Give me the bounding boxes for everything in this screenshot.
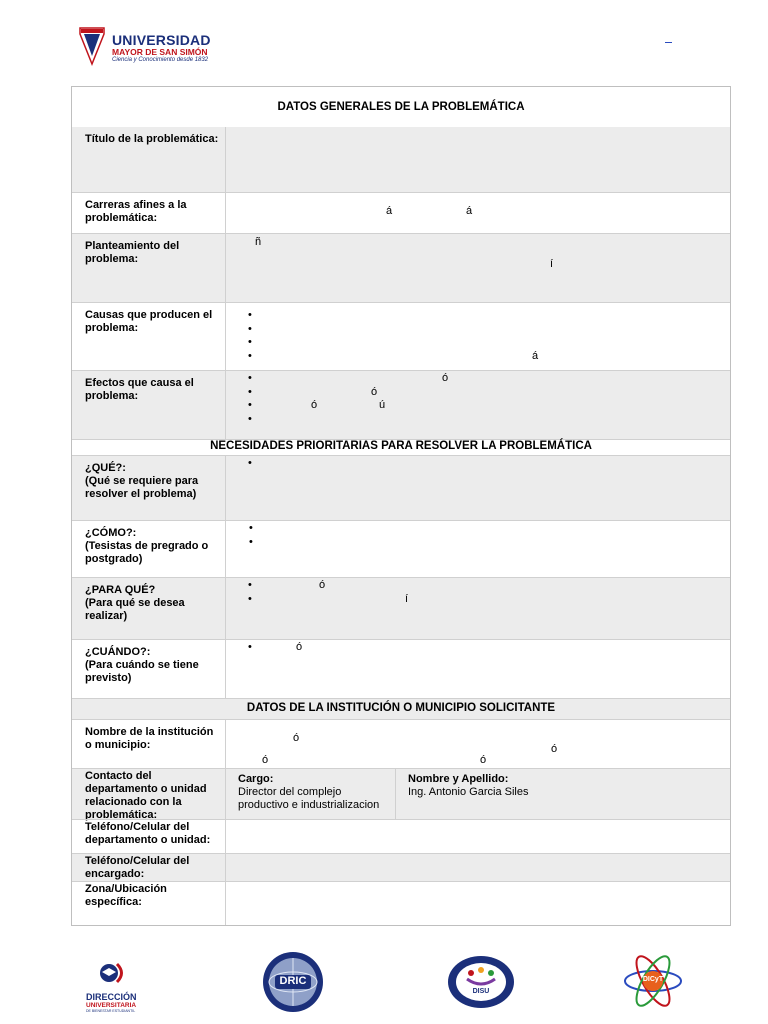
value-planteamiento[interactable]	[225, 234, 730, 302]
university-logo	[78, 26, 278, 70]
row-needs-title	[72, 439, 730, 455]
dbu-line1: DIRECCIÓN	[86, 992, 137, 1002]
disu-logo	[447, 955, 515, 1009]
section-title-needs: NECESIDADES PRIORITARIAS PARA RESOLVER LA PROBLEMÁTICA	[210, 440, 592, 452]
label-paraque-sub: (Para qué se desea realizar)	[85, 597, 185, 622]
row-tel-dep	[72, 819, 730, 853]
label-como	[72, 521, 225, 577]
header-dash	[665, 42, 672, 43]
row-titulo	[72, 127, 730, 192]
glyph: ó	[480, 754, 487, 766]
row-que	[72, 455, 730, 520]
glyph: ó	[311, 399, 318, 411]
row-causas	[72, 302, 730, 370]
label-tel-enc: Teléfono/Celular del encargado:	[85, 855, 190, 880]
glyph: í	[550, 258, 554, 270]
contact-cargo[interactable]	[226, 769, 396, 819]
university-crest-icon	[78, 26, 106, 66]
cargo-label: Cargo:	[238, 773, 274, 785]
row-como	[72, 520, 730, 577]
dbu-logo	[86, 960, 146, 1013]
label-titulo: Título de la problemática:	[85, 133, 219, 145]
glyph: ó	[262, 754, 269, 766]
problem-form	[71, 86, 731, 926]
dric-logo	[262, 951, 324, 1013]
disu-text: DISU	[472, 988, 490, 995]
glyph: á	[532, 349, 539, 362]
value-tel-dep[interactable]	[225, 820, 730, 853]
section-title-institution: DATOS DE LA INSTITUCIÓN O MUNICIPIO SOLICITANTE	[246, 702, 556, 714]
row-tel-enc	[72, 853, 730, 881]
value-cuando[interactable]	[225, 640, 730, 698]
university-name: UNIVERSIDAD	[112, 32, 211, 48]
label-paraque	[72, 578, 225, 639]
glyph: ó	[371, 385, 378, 398]
row-cuando	[72, 639, 730, 698]
label-que-title: ¿QUÉ?:	[85, 462, 126, 474]
value-zona[interactable]	[225, 882, 730, 925]
label-causas: Causas que producen el problema:	[85, 309, 213, 334]
row-contacto	[72, 768, 730, 819]
label-como-sub: (Tesistas de pregrado o postgrado)	[85, 540, 209, 565]
value-paraque[interactable]	[225, 578, 730, 639]
row-carreras	[72, 192, 730, 233]
dbu-emblem-icon	[86, 960, 146, 986]
section-title-general: DATOS GENERALES DE LA PROBLEMÁTICA	[277, 101, 525, 113]
value-carreras[interactable]	[225, 193, 730, 233]
value-efectos[interactable]	[225, 371, 730, 439]
glyph: á	[386, 205, 393, 217]
glyph: ó	[293, 732, 300, 744]
nombre-label: Nombre y Apellido:	[408, 773, 509, 785]
label-que	[72, 456, 225, 520]
dicyt-text: DICyT	[642, 976, 664, 983]
dicyt-logo	[623, 953, 683, 1009]
value-titulo[interactable]	[225, 127, 730, 192]
row-planteamiento	[72, 233, 730, 302]
dbu-line2: UNIVERSITARIA	[86, 1002, 137, 1009]
university-motto: Ciencia y Conocimiento desde 1832	[112, 57, 209, 63]
cargo-value: Director del complejo productivo e industrializacion	[238, 786, 380, 811]
label-cuando-title: ¿CUÁNDO?:	[85, 646, 151, 658]
glyph: í	[405, 592, 409, 605]
value-que[interactable]	[225, 456, 730, 520]
label-contacto: Contacto del departamento o unidad relacionado con la problemática:	[85, 770, 207, 821]
value-tel-enc[interactable]	[225, 854, 730, 881]
row-zona	[72, 881, 730, 925]
row-nombre-inst	[72, 719, 730, 768]
label-como-title: ¿CÓMO?:	[85, 527, 137, 539]
value-nombre-inst[interactable]	[225, 720, 730, 768]
label-cuando-sub: (Para cuándo se tiene previsto)	[85, 659, 199, 684]
glyph: ú	[379, 399, 386, 411]
label-tel-dep: Teléfono/Celular del departamento o unidad:	[85, 821, 211, 846]
row-efectos	[72, 370, 730, 439]
label-efectos: Efectos que causa el problema:	[85, 377, 194, 402]
disu-emblem-icon	[447, 955, 515, 1009]
label-zona: Zona/Ubicación específica:	[85, 883, 167, 908]
label-carreras: Carreras afines a la problemática:	[85, 199, 187, 224]
glyph: ó	[296, 641, 303, 653]
label-nombre-inst: Nombre de la institución o municipio:	[85, 726, 214, 751]
label-cuando	[72, 640, 225, 698]
label-paraque-title: ¿PARA QUÉ?	[85, 584, 156, 596]
university-subtitle: MAYOR DE SAN SIMÓN	[112, 47, 208, 57]
dbu-line3: DE BIENESTAR ESTUDIANTIL	[86, 1009, 136, 1013]
contact-nombre[interactable]	[396, 769, 730, 819]
value-como[interactable]	[225, 521, 730, 577]
glyph: ñ	[255, 236, 262, 248]
dric-text: DRIC	[279, 975, 307, 987]
value-contacto	[225, 769, 730, 819]
value-causas[interactable]	[225, 303, 730, 370]
row-paraque	[72, 577, 730, 639]
glyph: ó	[319, 579, 326, 591]
glyph: ó	[551, 743, 558, 755]
glyph: á	[466, 205, 473, 217]
label-que-sub: (Qué se requiere para resolver el problema)	[85, 475, 199, 500]
glyph: ó	[442, 372, 449, 384]
nombre-value: Ing. Antonio Garcia Siles	[408, 786, 529, 798]
row-institution-title	[72, 698, 730, 719]
label-planteamiento: Planteamiento del problema:	[85, 240, 180, 265]
